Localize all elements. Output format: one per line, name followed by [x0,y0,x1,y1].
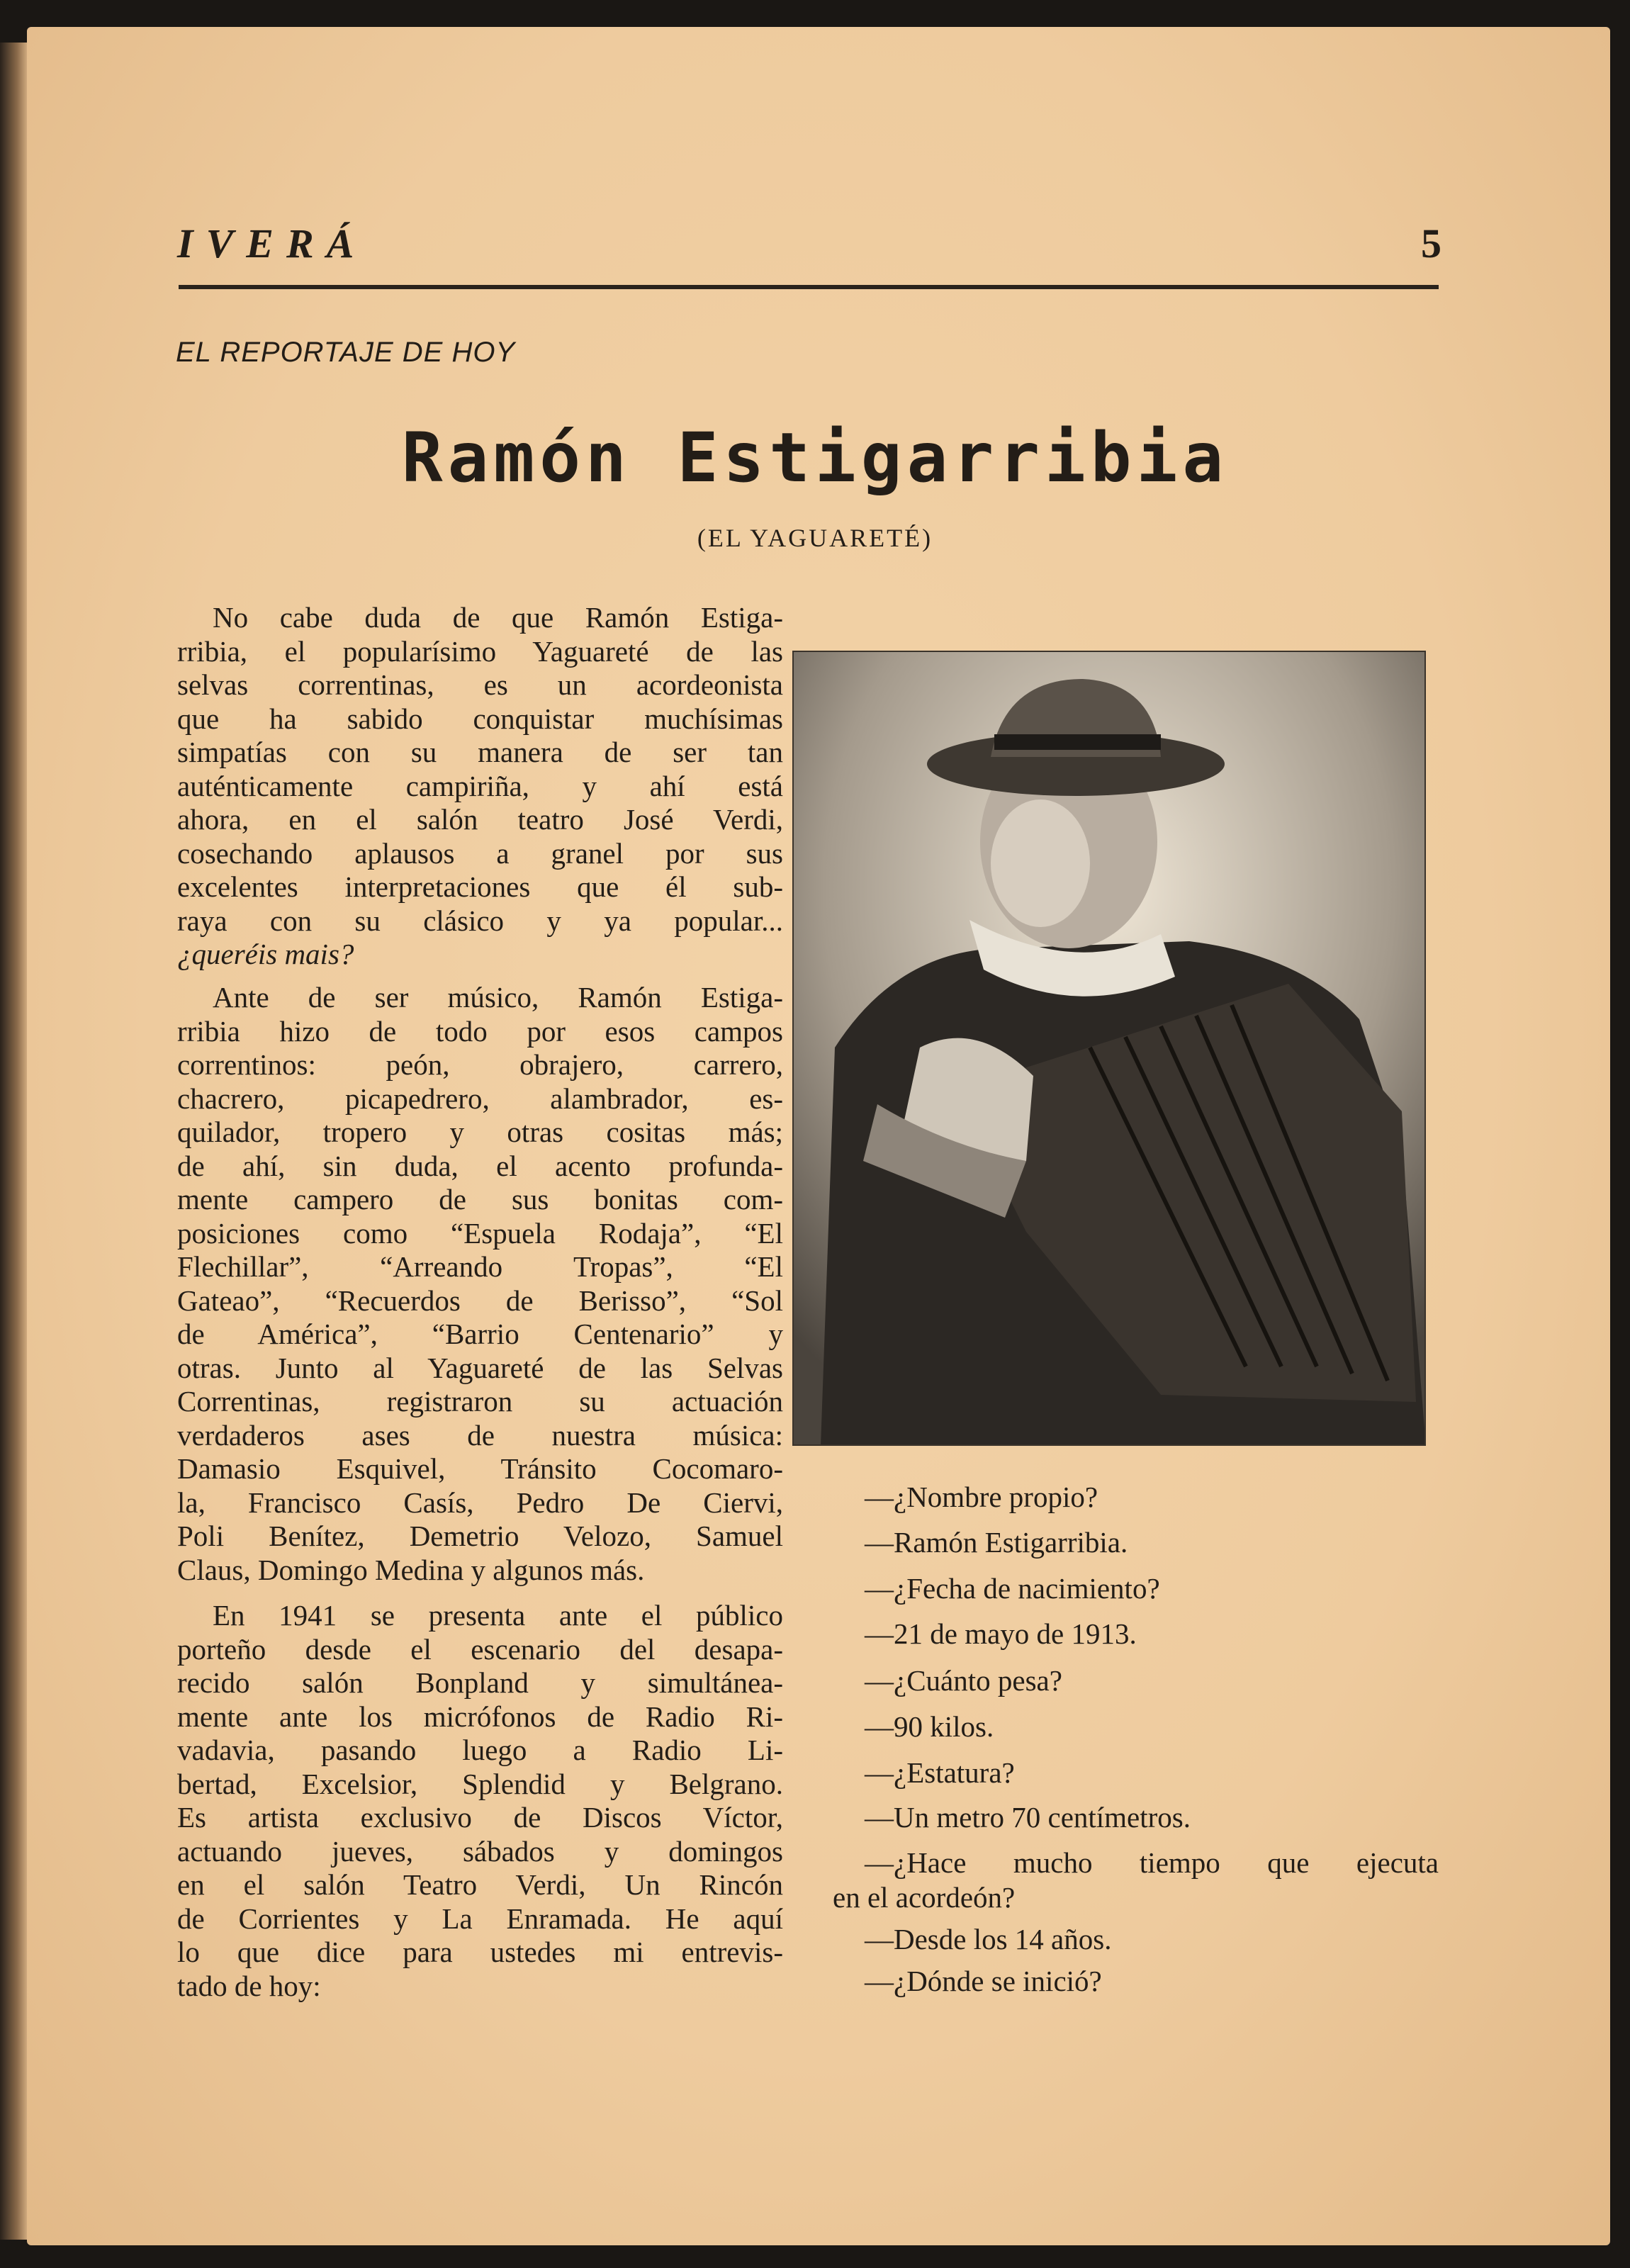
text-line: de Corrientes y La Enramada. He aquí [177,1902,783,1935]
text-line: No cabe duda de que Ramón Estiga- [213,601,783,634]
text-line: En 1941 se presenta ante el público [213,1599,783,1632]
interview-line: en el acordeón? [833,1881,1016,1914]
text-line: quilador, tropero y otras cositas más; [177,1116,783,1148]
text-line: posiciones como “Espuela Rodaja”, “El [177,1216,783,1250]
text-line: auténticamente campiriña, y ahí está [177,769,783,802]
interview-line: —90 kilos. [865,1710,994,1743]
text-line: mente ante los micrófonos de Radio Ri- [177,1700,783,1733]
page-number: 5 [1421,220,1441,266]
text-line: lo que dice para ustedes mi entrevis- [177,1936,783,1968]
text-line: ahora, en el salón teatro José Verdi, [177,803,783,836]
text-line: Flechillar”, “Arreando Tropas”, “El [177,1250,783,1283]
text-line: verdaderos ases de nuestra música: [177,1418,783,1452]
interview-line: —21 de mayo de 1913. [865,1617,1137,1650]
magazine-name: IVERÁ [177,220,367,266]
text-line: de ahí, sin duda, el acento profunda- [177,1149,783,1182]
interview-line: —Ramón Estigarribia. [865,1526,1128,1559]
interview-line: —¿Estatura? [865,1756,1015,1789]
text-line: porteño desde el escenario del desapa- [177,1632,783,1666]
interview-line: —¿Fecha de nacimiento? [865,1572,1160,1605]
section-label: EL REPORTAJE DE HOY [176,337,516,368]
text-line: recido salón Bonpland y simultánea- [177,1666,783,1699]
text-line: otras. Junto al Yaguareté de las Selvas [177,1351,783,1384]
paragraph-1 [177,601,783,972]
article-subtitle: (EL YAGUARETÉ) [697,524,933,552]
text-line: bertad, Excelsior, Splendid y Belgrano. [177,1767,783,1800]
text-line: rribia hizo de todo por esos campos [177,1014,783,1048]
text-line: excelentes interpretaciones que él sub- [177,870,783,903]
text-line: rribia, el popularísimo Yaguareté de las [177,634,783,668]
paragraph-3 [177,1599,783,2003]
text-line: de América”, “Barrio Centenario” y [177,1318,783,1350]
text-line: que ha sabido conquistar muchísimas [177,702,783,735]
paragraph-2 [177,981,783,1587]
interview-line: —¿Hace mucho tiempo que ejecuta [865,1846,1439,1879]
text-line: simpatías con su manera de ser tan [177,736,783,768]
interview-line: —Desde los 14 años. [865,1923,1112,1955]
book-spine [0,43,28,2240]
text-line: Gateao”, “Recuerdos de Berisso”, “Sol [177,1284,783,1317]
interview-line: —¿Cuánto pesa? [865,1664,1062,1697]
text-line: tado de hoy: [177,1969,321,2002]
article-title: Ramón Estigarribia [401,418,1229,498]
text-line: Correntinas, registraron su actuación [177,1385,783,1418]
text-line: mente campero de sus bonitas com- [177,1183,783,1216]
text-line: la, Francisco Casís, Pedro De Ciervi, [177,1486,783,1519]
portrait-photo [792,651,1426,1446]
text-line: chacrero, picapedrero, alambrador, es- [177,1082,783,1115]
interview-line: —Un metro 70 centímetros. [865,1801,1191,1834]
text-line: selvas correntinas, es un acordeonista [177,668,783,701]
text-line: raya con su clásico y ya popular... [177,904,783,937]
header-rule [179,285,1439,289]
text-line: Ante de ser músico, Ramón Estiga- [213,981,783,1014]
text-line: en el salón Teatro Verdi, Un Rincón [177,1868,783,1901]
text-line: ¿queréis mais? [177,938,354,970]
text-line: Es artista exclusivo de Discos Víctor, [177,1801,783,1834]
text-line: vadavia, pasando luego a Radio Li- [177,1734,783,1766]
text-line: correntinos: peón, obrajero, carrero, [177,1048,783,1081]
text-line: Damasio Esquivel, Tránsito Cocomaro- [177,1452,783,1485]
text-line: actuando jueves, sábados y domingos [177,1834,783,1868]
text-line: Poli Benítez, Demetrio Velozo, Samuel [177,1520,783,1552]
text-line: cosechando aplausos a granel por sus [177,836,783,870]
interview-line: —¿Dónde se inició? [865,1965,1102,1997]
interview-line: —¿Nombre propio? [865,1481,1098,1513]
text-line: Claus, Domingo Medina y algunos más. [177,1553,645,1586]
